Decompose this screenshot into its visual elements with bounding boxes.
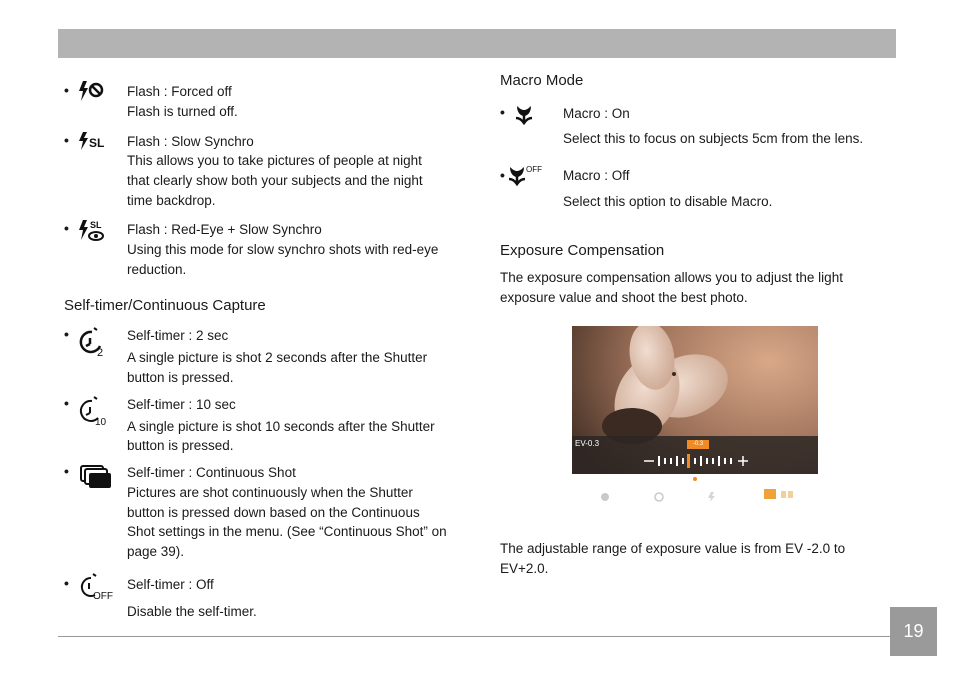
bottom-rule xyxy=(58,636,890,637)
menu-flash-icon xyxy=(707,489,717,504)
flash-redeye-slow-synchro-icon xyxy=(77,218,107,244)
timer-off-desc: Disable the self-timer. xyxy=(127,604,257,619)
timer-heading: Self-timer/Continuous Capture xyxy=(64,297,266,314)
flash-slow-synchro-desc-3: time backdrop. xyxy=(127,193,216,208)
timer-10s-desc-1: A single picture is shot 10 seconds after the Shutter xyxy=(127,419,435,434)
macro-on-desc: Select this to focus on subjects 5cm from the lens. xyxy=(563,131,864,146)
macro-off-desc: Select this option to disable Macro. xyxy=(563,194,773,209)
bullet: • xyxy=(64,220,69,236)
ev-scale[interactable] xyxy=(642,454,752,468)
timer-2s-desc-2: button is pressed. xyxy=(127,370,234,385)
bullet: • xyxy=(500,167,505,183)
menu-ev-icon xyxy=(764,487,794,504)
timer-continuous-desc-2: button is pressed down based on the Continuous xyxy=(127,505,420,520)
flash-redeye-desc-1: Using this mode for slow synchro shots with red-eye xyxy=(127,242,439,257)
svg-text:SL: SL xyxy=(89,136,105,150)
macro-heading: Macro Mode xyxy=(500,72,584,89)
ev-label: EV-0.3 xyxy=(575,439,600,448)
bullet: • xyxy=(500,104,505,120)
timer-10s-title: Self-timer : 10 sec xyxy=(127,397,236,412)
svg-text:SL: SL xyxy=(90,220,102,230)
timer-continuous-desc-1: Pictures are shot continuously when the Shutter xyxy=(127,485,413,500)
bullet: • xyxy=(64,132,69,148)
ev-range-2: EV+2.0. xyxy=(500,561,549,576)
ev-range-1: The adjustable range of exposure value is from EV -2.0 to xyxy=(500,541,846,556)
timer-10s-desc-2: button is pressed. xyxy=(127,438,234,453)
svg-text:10: 10 xyxy=(95,417,107,427)
ev-screenshot xyxy=(572,326,818,504)
timer-off-title: Self-timer : Off xyxy=(127,577,214,592)
header-bar xyxy=(58,29,896,58)
self-timer-off-icon xyxy=(78,573,114,601)
flash-slow-synchro-desc-2: that clearly show both your subjects and the night xyxy=(127,173,423,188)
bullet: • xyxy=(64,575,69,591)
self-timer-10s-icon xyxy=(78,395,110,427)
bullet: • xyxy=(64,82,69,98)
bullet: • xyxy=(64,463,69,479)
macro-off-icon xyxy=(507,163,543,187)
svg-text:2: 2 xyxy=(97,347,104,358)
macro-off-title: Macro : Off xyxy=(563,168,630,183)
macro-on-icon xyxy=(513,103,535,125)
flash-slow-synchro-icon xyxy=(77,131,107,151)
menu-indicator xyxy=(693,477,697,481)
ev-selected-value: -0.3 xyxy=(687,440,709,449)
flash-forced-off-title: Flash : Forced off xyxy=(127,84,232,99)
flash-redeye-desc-2: reduction. xyxy=(127,262,187,277)
flash-forced-off-icon xyxy=(77,80,105,102)
timer-continuous-desc-3: Shot settings in the menu. (See “Continuous Shot” on xyxy=(127,524,447,539)
timer-2s-title: Self-timer : 2 sec xyxy=(127,328,229,343)
ev-intro-1: The exposure compensation allows you to adjust the light xyxy=(500,270,843,285)
flash-forced-off-desc: Flash is turned off. xyxy=(127,104,238,119)
bullet: • xyxy=(64,395,69,411)
continuous-shot-icon xyxy=(80,465,112,489)
ev-intro-2: exposure value and shoot the best photo. xyxy=(500,290,748,305)
svg-text:OFF: OFF xyxy=(93,591,113,601)
page-number: 19 xyxy=(890,607,937,656)
flash-slow-synchro-desc-1: This allows you to take pictures of people at night xyxy=(127,153,422,168)
self-timer-2s-icon xyxy=(78,326,108,358)
menu-macro-icon xyxy=(600,489,610,504)
ev-heading: Exposure Compensation xyxy=(500,242,665,259)
bullet: • xyxy=(64,326,69,342)
svg-text:OFF: OFF xyxy=(526,165,542,174)
macro-on-title: Macro : On xyxy=(563,106,630,121)
menu-timer-icon xyxy=(654,489,664,504)
timer-continuous-title: Self-timer : Continuous Shot xyxy=(127,465,296,480)
timer-2s-desc-1: A single picture is shot 2 seconds after the Shutter xyxy=(127,350,428,365)
timer-continuous-desc-4: page 39). xyxy=(127,544,185,559)
flash-slow-synchro-title: Flash : Slow Synchro xyxy=(127,134,254,149)
flash-redeye-title: Flash : Red-Eye + Slow Synchro xyxy=(127,222,322,237)
